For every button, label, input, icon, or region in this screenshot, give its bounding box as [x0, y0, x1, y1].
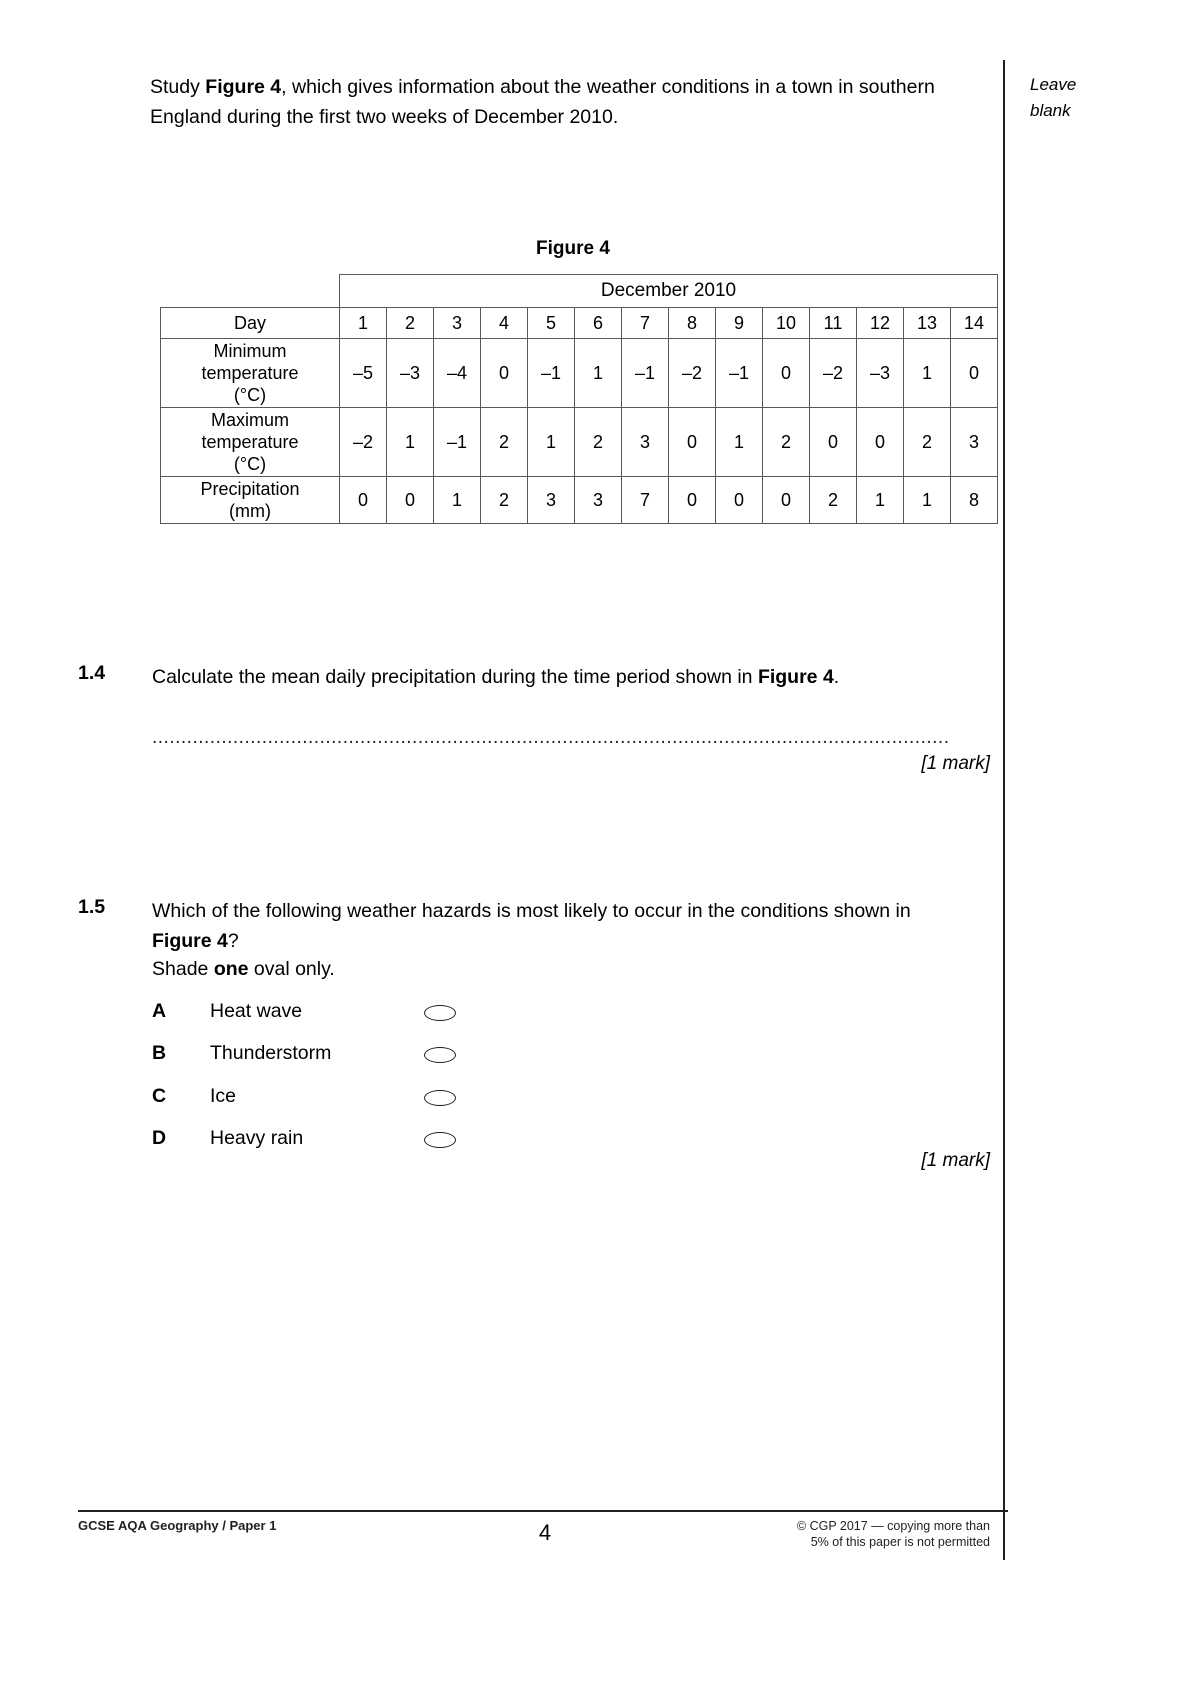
table-cell: 2 — [575, 408, 622, 477]
table-day-cell: 13 — [904, 308, 951, 339]
table-cell: 0 — [763, 339, 810, 408]
table-cell: 0 — [857, 408, 904, 477]
table-row — [161, 339, 998, 408]
table-cell: 1 — [904, 477, 951, 524]
question-1-4-figure-reference: Figure 4 — [757, 666, 834, 688]
option-oval-d[interactable] — [424, 1132, 456, 1148]
table-day-cell: 11 — [810, 308, 857, 339]
question-text-1-5 — [152, 896, 952, 956]
table-row-label-precipitation — [161, 477, 340, 524]
question-1-5-figure-reference: Figure 4 — [152, 930, 228, 952]
question-1-5-text-part-2: ? — [227, 930, 239, 952]
table-cell: 3 — [575, 477, 622, 524]
table-cell: –3 — [857, 339, 904, 408]
intro-paragraph — [150, 72, 940, 132]
table-cell: 0 — [387, 477, 434, 524]
table-day-cell: 3 — [434, 308, 481, 339]
table-cell: 2 — [810, 477, 857, 524]
leave-blank-line-2: blank — [1030, 101, 1071, 120]
table-cell: 8 — [951, 477, 998, 524]
table-cell: 0 — [763, 477, 810, 524]
margin-divider — [1003, 60, 1005, 1560]
table-cell: –2 — [810, 339, 857, 408]
table-cell: 0 — [340, 477, 387, 524]
option-label-c: Ice — [210, 1085, 237, 1107]
option-oval-b[interactable] — [424, 1047, 456, 1063]
intro-figure-reference: Figure 4 — [205, 76, 282, 98]
table-day-cell: 9 — [716, 308, 763, 339]
option-letter-b: B — [152, 1042, 167, 1064]
figure-title: Figure 4 — [536, 238, 610, 259]
table-day-cell: 4 — [481, 308, 528, 339]
table-day-cell: 14 — [951, 308, 998, 339]
table-cell: –2 — [669, 339, 716, 408]
table-day-row — [161, 308, 998, 339]
row-label-line-2: temperature — [201, 432, 299, 452]
table-cell: 2 — [481, 477, 528, 524]
row-label-line-1: Precipitation — [200, 479, 300, 499]
table-cell: –1 — [528, 339, 575, 408]
table-corner-blank — [161, 275, 340, 308]
table-cell: 1 — [716, 408, 763, 477]
table-cell: 2 — [481, 408, 528, 477]
option-label-d: Heavy rain — [210, 1127, 304, 1149]
table-month-header-row — [161, 275, 998, 308]
instruction-emphasis: one — [213, 958, 249, 980]
table-day-cell: 1 — [340, 308, 387, 339]
table-day-cell: 12 — [857, 308, 904, 339]
table-row-label-maximum-temperature — [161, 408, 340, 477]
table-cell: –3 — [387, 339, 434, 408]
table-cell: 0 — [716, 477, 763, 524]
table-day-cell: 10 — [763, 308, 810, 339]
row-label-line-1: Minimum — [213, 341, 287, 361]
option-letter-d: D — [152, 1127, 167, 1149]
option-label-a: Heat wave — [210, 1000, 303, 1022]
question-text-1-4 — [152, 662, 952, 692]
table-cell: 1 — [904, 339, 951, 408]
table-cell: 1 — [387, 408, 434, 477]
marks-1-5: [1 mark] — [921, 1150, 990, 1171]
table-cell: –5 — [340, 339, 387, 408]
instruction-part-1: Shade — [152, 958, 214, 980]
figure-4-table-container — [160, 274, 998, 524]
table-cell: 1 — [857, 477, 904, 524]
table-cell: 7 — [622, 477, 669, 524]
instruction-part-2: oval only. — [248, 958, 335, 980]
table-cell: –1 — [434, 408, 481, 477]
table-day-cell: 6 — [575, 308, 622, 339]
table-cell: 1 — [434, 477, 481, 524]
table-cell: 0 — [669, 477, 716, 524]
table-row-label-minimum-temperature — [161, 339, 340, 408]
marks-1-4: [1 mark] — [921, 753, 990, 774]
copyright-line-1: © CGP 2017 — copying more than — [796, 1519, 990, 1533]
question-number-1-4: 1.4 — [78, 662, 106, 684]
option-letter-c: C — [152, 1085, 167, 1107]
answer-line-1-4[interactable]: .......................................................................................................................................... — [152, 727, 950, 748]
copyright-line-2: 5% of this paper is not permitted — [810, 1535, 990, 1549]
leave-blank-note — [1030, 72, 1180, 124]
question-1-5-instruction — [152, 958, 335, 981]
row-label-line-2: (mm) — [229, 501, 271, 521]
question-number-1-5: 1.5 — [78, 896, 106, 918]
table-row-label-day: Day — [161, 308, 340, 339]
row-label-line-3: (°C) — [233, 454, 267, 474]
table-cell: 0 — [481, 339, 528, 408]
table-cell: 0 — [951, 339, 998, 408]
option-label-b: Thunderstorm — [210, 1042, 332, 1064]
table-cell: –1 — [622, 339, 669, 408]
row-label-line-1: Maximum — [210, 410, 289, 430]
footer-copyright — [760, 1518, 990, 1550]
table-cell: 0 — [810, 408, 857, 477]
question-1-4-text-part-2: . — [833, 666, 840, 688]
table-cell: 0 — [669, 408, 716, 477]
row-label-line-3: (°C) — [233, 385, 267, 405]
weather-data-table — [160, 274, 998, 524]
footer-divider — [78, 1510, 1008, 1512]
row-label-line-2: temperature — [201, 363, 299, 383]
question-1-5-text-part-1: Which of the following weather hazards is most likely to occur in the conditions shown in — [152, 900, 911, 922]
table-cell: –4 — [434, 339, 481, 408]
footer-paper-title: GCSE AQA Geography / Paper 1 — [78, 1518, 277, 1533]
table-cell: 1 — [528, 408, 575, 477]
table-row — [161, 408, 998, 477]
table-cell: 3 — [622, 408, 669, 477]
leave-blank-line-1: Leave — [1030, 75, 1077, 94]
table-cell: 1 — [575, 339, 622, 408]
option-letter-a: A — [152, 1000, 167, 1022]
table-day-cell: 5 — [528, 308, 575, 339]
page-number: 4 — [538, 1520, 552, 1545]
table-day-cell: 7 — [622, 308, 669, 339]
intro-text-part-1: Study — [150, 76, 206, 98]
table-cell: 2 — [904, 408, 951, 477]
table-row — [161, 477, 998, 524]
question-1-4-text-part-1: Calculate the mean daily precipitation during the time period shown in — [152, 666, 758, 688]
option-oval-c[interactable] — [424, 1090, 456, 1106]
table-day-cell: 8 — [669, 308, 716, 339]
table-month-header: December 2010 — [340, 275, 998, 308]
option-oval-a[interactable] — [424, 1005, 456, 1021]
table-cell: 2 — [763, 408, 810, 477]
intro-text-part-2: , which gives information about the weather conditions in a town in southern England during the first two weeks of December 2010. — [150, 76, 935, 128]
table-cell: –2 — [340, 408, 387, 477]
table-day-cell: 2 — [387, 308, 434, 339]
table-cell: 3 — [951, 408, 998, 477]
table-cell: 3 — [528, 477, 575, 524]
table-cell: –1 — [716, 339, 763, 408]
